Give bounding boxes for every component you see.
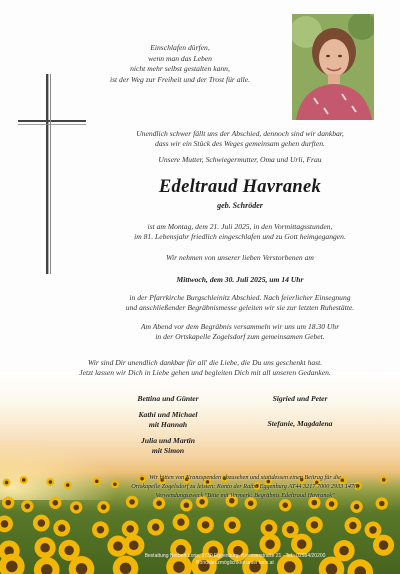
death-notice-line: ist am Montag, dem 21. Juli 2025, in den Vormittagsstunden, xyxy=(147,222,333,231)
sunflower-center xyxy=(265,540,275,550)
mourner-group xyxy=(240,394,360,404)
sunflower-center xyxy=(228,521,236,529)
sunflower-center xyxy=(73,505,79,511)
sunflower-center xyxy=(297,539,307,549)
mourner-names: mit Simon xyxy=(151,446,185,456)
cross-icon xyxy=(16,74,88,274)
address-line: Bestattung Norbert Loris, 3730 Eggenburg, Kremserstraße 21 · Tel.: 02984/20200 xyxy=(144,553,326,559)
donation-line: Ortskapelle Zogelsdorf zu leisten: Konto der Raiba Eggenburg AT44 3217 7000 2933 1476, xyxy=(131,482,359,490)
sunflower-center xyxy=(5,500,11,506)
intro-text xyxy=(95,129,385,150)
sunflower-center xyxy=(95,479,99,483)
sunflower-center xyxy=(66,483,70,487)
sunflower-center xyxy=(379,501,385,507)
sunflower-center xyxy=(126,525,134,533)
sunflower-center xyxy=(129,540,139,550)
sunflower-center xyxy=(349,522,357,530)
donation-line: Wir bitten von Kranzspenden abzusehen und stattdessen einen Beitrag für die xyxy=(149,474,341,481)
sunflower-center xyxy=(379,540,389,550)
ceremony-text xyxy=(95,293,385,314)
closing-text xyxy=(40,358,370,379)
deceased-name: Edeltraud Havranek xyxy=(158,177,322,197)
mourner-names: Bettina und Günter xyxy=(137,394,199,403)
death-notice xyxy=(95,222,385,243)
mourner-names: Stefanie, Magdalena xyxy=(267,419,333,428)
poem-line: wenn man das Leben xyxy=(148,53,212,63)
prayer-text xyxy=(95,322,385,343)
sunflower-center xyxy=(101,504,107,510)
sunflower-center xyxy=(282,502,288,508)
closing-line: Jetzt lassen wir Dich in Liebe gehen und begleiten Dich mit all unseren Gedanken. xyxy=(79,368,331,378)
sunflower-center xyxy=(38,519,46,527)
mourner-group xyxy=(108,410,228,431)
portrait-photo xyxy=(292,14,374,120)
sunflower-center xyxy=(156,500,162,506)
sunflower-center xyxy=(329,501,335,507)
sunflower-center xyxy=(369,526,377,534)
sunflower-center xyxy=(40,543,50,553)
sunflower-center xyxy=(6,561,18,573)
sunflower-center xyxy=(354,504,360,510)
sunflower-center xyxy=(113,541,123,551)
prayer-line: in der Ortskapelle Zogelsdorf zum gemeinsamen Gebet. xyxy=(155,332,325,342)
mourner-names: mit Hannah xyxy=(148,420,188,430)
mourner-names: Sigried und Peter xyxy=(272,394,328,403)
sunflower-center xyxy=(177,518,185,526)
ceremony-line: in der Pfarrkirche Burgschleinitz Abschied. Nach feierlicher Einsegnung xyxy=(129,293,351,302)
farewell-intro: Wir nehmen von unserer lieben Verstorbenen am xyxy=(166,253,314,262)
sunflower-center xyxy=(49,480,53,484)
intro-line: dass wir ein Stück des Weges gemeinsam gehen durften. xyxy=(155,139,325,149)
intro-line: Unendlich schwer fällt uns der Abschied, dennoch sind wir dankbar, xyxy=(136,129,344,138)
sunflower-center xyxy=(58,524,66,532)
mourner-names: Kathi und Michael xyxy=(138,410,198,419)
sunflower-center xyxy=(248,501,254,507)
mourner-group xyxy=(108,436,228,457)
mourner-group xyxy=(108,394,228,404)
sunflower-center xyxy=(287,526,295,534)
sunflower-center xyxy=(311,521,319,529)
relation-text: Unsere Mutter, Schwiegermutter, Oma und Urli, Frau xyxy=(158,155,322,164)
poem-line: Einschlafen dürfen, xyxy=(150,43,210,52)
sunflower-center xyxy=(22,478,26,482)
sunflower-center xyxy=(265,524,273,532)
prayer-line: Am Abend vor dem Begräbnis versammeln wir uns um 18.30 Uhr xyxy=(140,322,340,331)
closing-line: Wir sind Dir unendlich dankbar für all' die Liebe, die Du uns geschenkt hast. xyxy=(87,358,323,367)
sunflower-center xyxy=(202,521,210,529)
death-notice-line: im 81. Lebensjahr friedlich eingeschlafen und zu Gott heimgegangen. xyxy=(134,232,346,242)
farewell-date: Mittwoch, dem 30. Juli 2025, um 14 Uhr xyxy=(176,275,304,284)
sunflower-center xyxy=(25,503,31,509)
mourner-names: Julia und Martin xyxy=(140,436,196,445)
poem-line: ist der Weg zur Freiheit und der Trost für alle. xyxy=(109,74,251,84)
sunflower-center xyxy=(97,526,105,534)
sunflower-center xyxy=(152,523,160,531)
sunflower-center xyxy=(5,481,9,485)
funeral-home-address xyxy=(90,553,380,567)
sunflower-center xyxy=(1,520,9,528)
mourner-group xyxy=(240,419,360,429)
address-line: Kondolenzmöglichkeit unter loris.at xyxy=(196,560,274,566)
poem xyxy=(60,43,300,85)
ceremony-line: und anschließender Begräbnismesse geleiten wir sie zur letzten Ruhestätte. xyxy=(125,303,355,313)
donation-line: Verwendungszweck "Bitte mit Vermerk: Begräbnis Edeltraud Havranek" xyxy=(155,491,335,499)
sunflower-center xyxy=(52,500,58,506)
sunflower-center xyxy=(312,500,318,506)
sunflower-center xyxy=(64,546,74,556)
sunflower-center xyxy=(184,502,190,508)
poem-line: nicht mehr selbst gestalten kann, xyxy=(130,64,230,74)
maiden-name: geb. Schröder xyxy=(217,201,263,210)
donation-note xyxy=(100,474,390,500)
